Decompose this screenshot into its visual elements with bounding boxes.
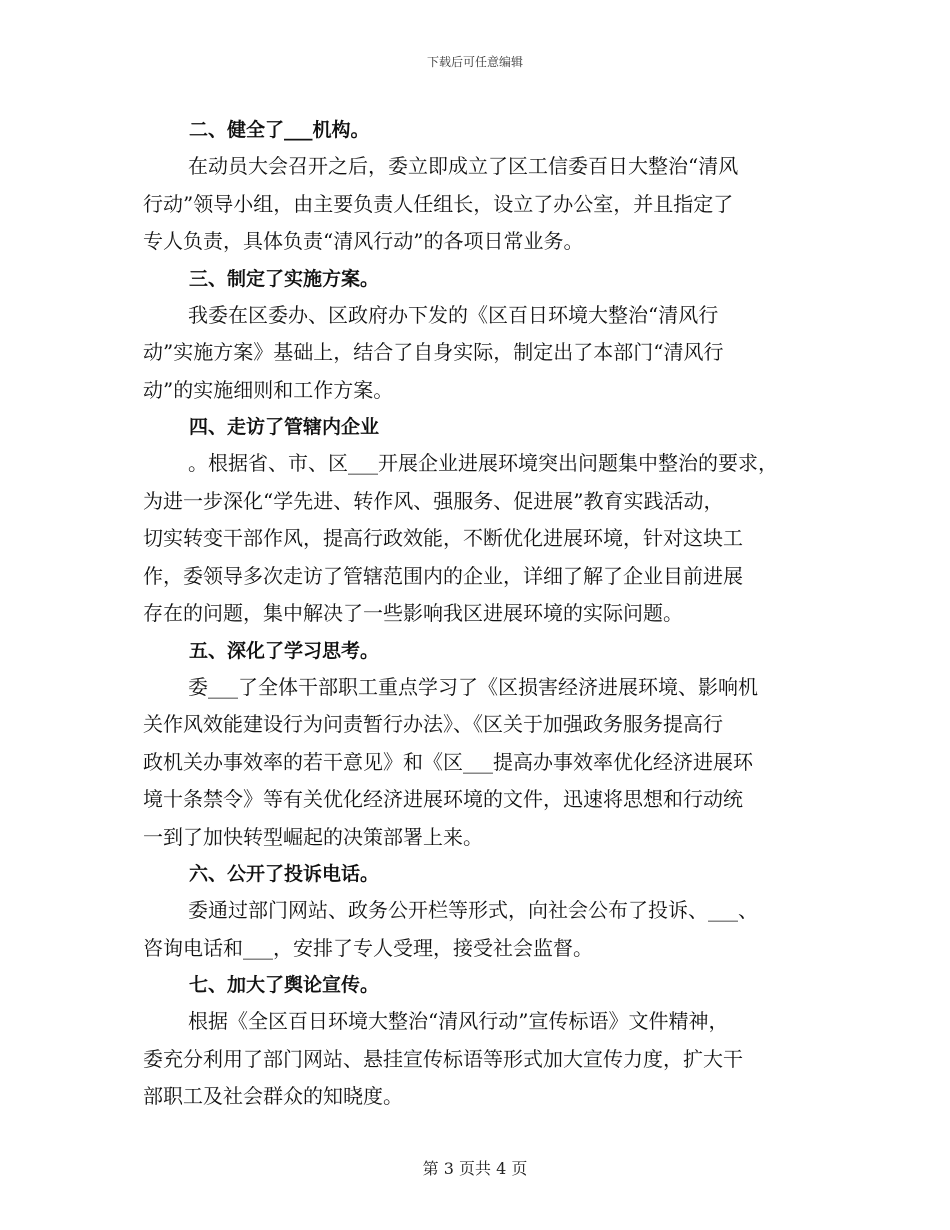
text-line: 。根据省、市、区___开展企业进展环境突出问题集中整治的要求， [188, 451, 778, 475]
section-heading: 七、加大了舆论宣传。 [189, 974, 380, 996]
text-line: 动”的实施细则和工作方案。 [143, 377, 394, 402]
text-line: 委___了全体干部职工重点学习了《区损害经济进展环境、影响机 [188, 674, 758, 699]
text-line: 政机关办事效率的若干意见》和《区___提高办事效率优化经济进展环 [143, 749, 753, 774]
section-heading: 四、走访了管辖内企业 [189, 416, 380, 438]
paragraph [143, 669, 823, 857]
text-line: 委充分利用了部门网站、悬挂宣传标语等形式加大宣传力度，扩大干 [143, 1046, 743, 1071]
text-line: 专人负责，具体负责“清风行动”的各项日常业务。 [143, 229, 584, 253]
text-line: 动”实施方案》基础上，结合了自身实际，制定出了本部门“清风行 [143, 340, 724, 364]
document-body [143, 112, 823, 1116]
text-line: 为进一步深化“学先进、转作风、强服务、促进展”教育实践活动， [143, 488, 724, 513]
paragraph [143, 445, 823, 633]
text-line: 咨询电话和___，安排了专人受理，接受社会监督。 [143, 935, 593, 960]
text-line: 作，委领导多次走访了管辖范围内的企业，详细了解了企业目前进展 [143, 563, 743, 588]
page-header: 下载后可任意编辑 [426, 55, 523, 69]
section-heading: 五、深化了学习思考。 [189, 639, 380, 662]
paragraph [143, 1003, 823, 1116]
text-line: 关作风效能建设行为问责暂行办法》、《区关于加强政务服务提高行 [143, 712, 723, 736]
text-line: 我委在区委办、区政府办下发的《区百日环境大整治“清风行 [188, 302, 719, 327]
text-line: 一到了加快转型崛起的决策部署上来。 [143, 824, 483, 849]
text-line: 行动”领导小组，由主要负责人任组长，设立了办公室，并且指定了 [143, 191, 734, 216]
text-line: 存在的问题，集中解决了一些影响我区进展环境的实际问题。 [143, 601, 683, 625]
text-line: 切实转变干部作风，提高行政效能，不断优化进展环境，针对这块工 [143, 526, 743, 550]
section-heading: 二、健全了___机构。 [189, 119, 370, 141]
text-line: 部职工及社会群众的知晓度。 [143, 1084, 403, 1108]
page-number: 第 3 页共 4 页 [422, 1159, 528, 1178]
paragraph [143, 297, 823, 410]
section-heading: 三、制定了实施方案。 [189, 267, 380, 290]
text-line: 在动员大会召开之后，委立即成立了区工信委百日大整治“清风 [188, 154, 739, 178]
paragraph [143, 892, 823, 967]
text-line: 根据《全区百日环境大整治“清风行动”宣传标语》文件精神， [188, 1009, 729, 1033]
text-line: 委通过部门网站、政务公开栏等形式，向社会公布了投诉、___、 [188, 898, 758, 922]
paragraph [143, 148, 823, 261]
section-heading: 六、公开了投诉电话。 [189, 863, 380, 885]
text-line: 境十条禁令》等有关优化经济进展环境的文件，迅速将思想和行动统 [143, 787, 743, 811]
